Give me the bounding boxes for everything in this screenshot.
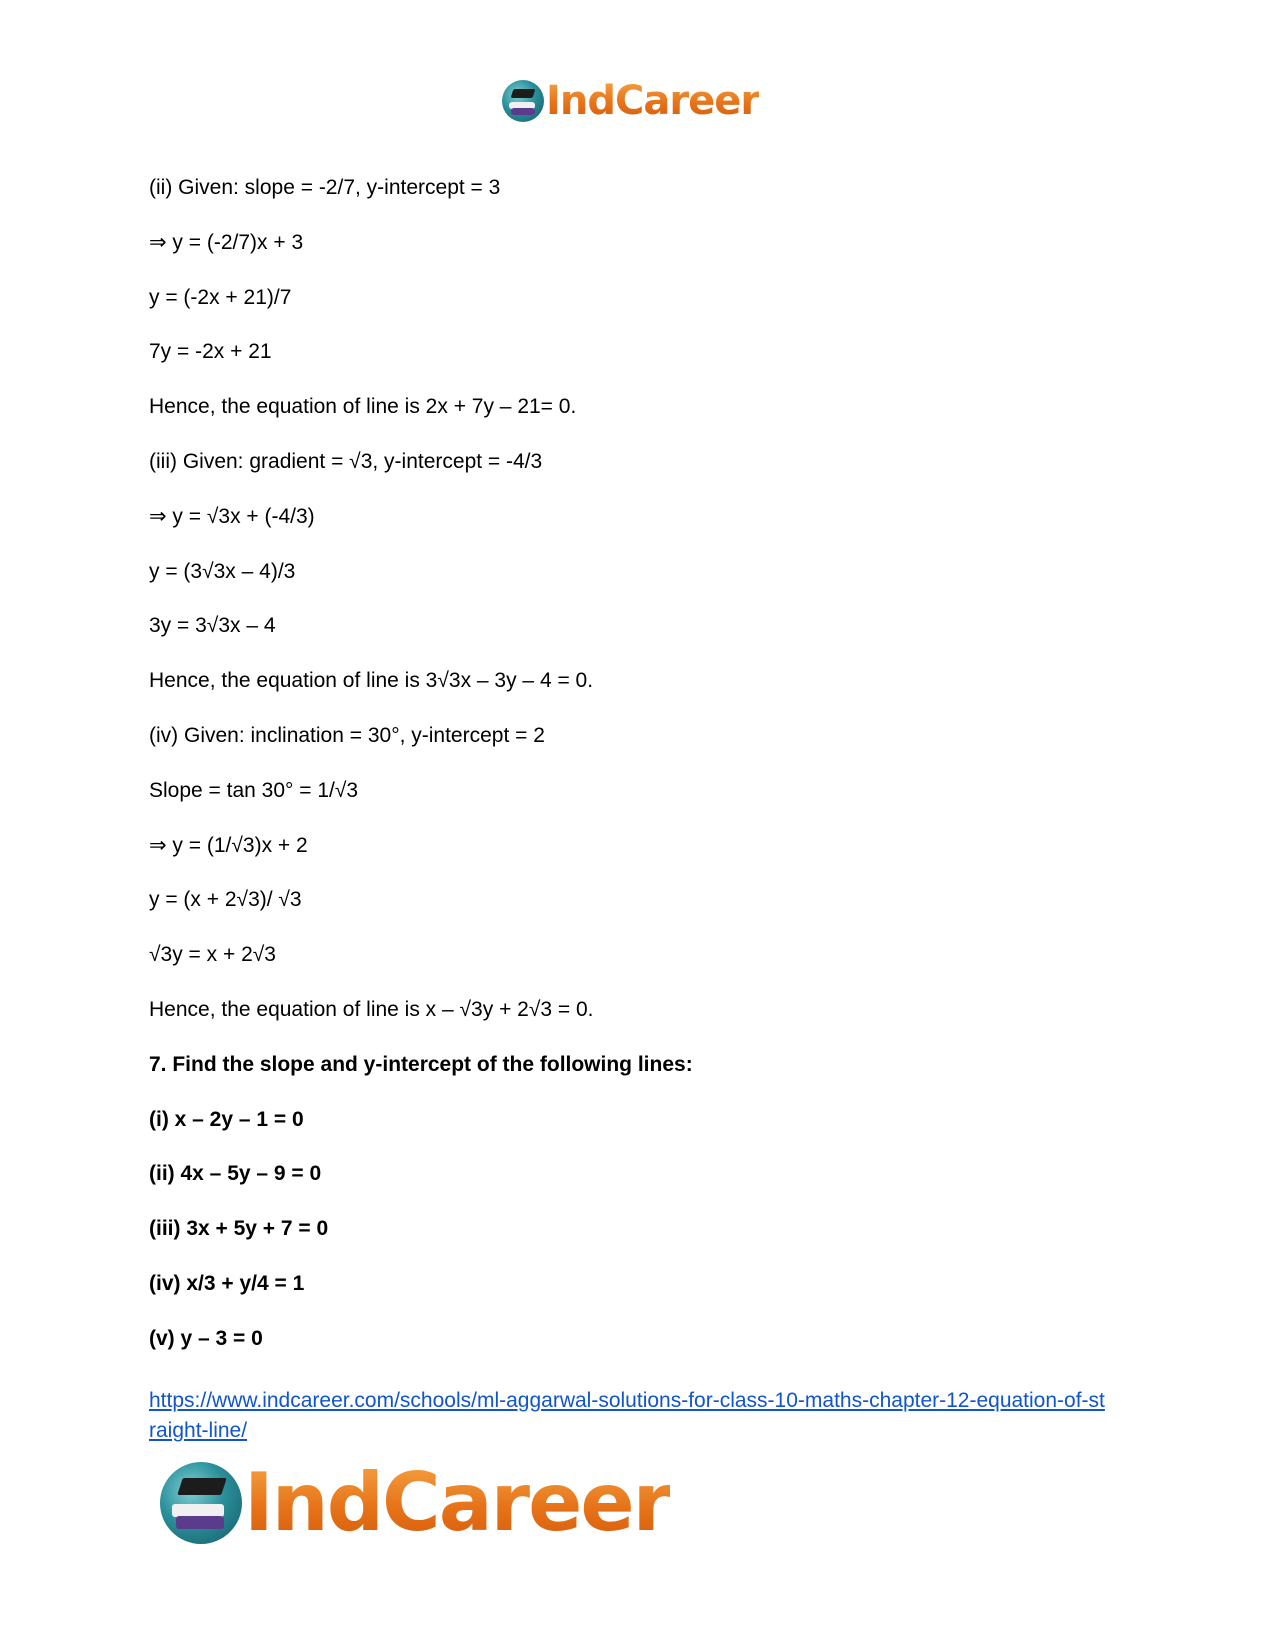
question-line: (iv) x/3 + y/4 = 1 (149, 1272, 305, 1295)
question-line: (v) y – 3 = 0 (149, 1327, 263, 1350)
solution-line: Hence, the equation of line is x – √3y + 2√3 = 0. (149, 998, 594, 1021)
question-line: 7. Find the slope and y-intercept of the following lines: (149, 1053, 693, 1076)
header-logo-text: IndCareer (546, 78, 760, 124)
logo-emblem-icon (160, 1462, 242, 1544)
solution-line: 7y = -2x + 21 (149, 340, 272, 363)
question-line: (ii) 4x – 5y – 9 = 0 (149, 1162, 322, 1185)
solution-line: y = (3√3x – 4)/3 (149, 560, 296, 583)
source-url-link[interactable]: https://www.indcareer.com/schools/ml-aggarwal-solutions-for-class-10-maths-chapter-12-equation-of-straight-line/ (149, 1389, 1105, 1442)
question-line: (iii) 3x + 5y + 7 = 0 (149, 1217, 329, 1240)
solution-line: 3y = 3√3x – 4 (149, 614, 276, 637)
solution-line: ⇒ y = √3x + (-4/3) (149, 505, 315, 528)
header-logo (502, 80, 759, 122)
solution-line: (ii) Given: slope = -2/7, y-intercept = 3 (149, 176, 501, 199)
solution-line: Slope = tan 30° = 1/√3 (149, 779, 359, 802)
solution-line: (iii) Given: gradient = √3, y-intercept = -4/3 (149, 450, 543, 473)
solution-line: y = (-2x + 21)/7 (149, 286, 292, 309)
solution-line: √3y = x + 2√3 (149, 943, 276, 966)
solution-line: ⇒ y = (-2/7)x + 3 (149, 231, 304, 254)
solution-line: (iv) Given: inclination = 30°, y-intercept = 2 (149, 724, 545, 747)
question-line: (i) x – 2y – 1 = 0 (149, 1108, 304, 1131)
solution-line: Hence, the equation of line is 2x + 7y – 21= 0. (149, 395, 577, 418)
solution-line: y = (x + 2√3)/ √3 (149, 888, 302, 911)
solution-line: Hence, the equation of line is 3√3x – 3y – 4 = 0. (149, 669, 594, 692)
logo-emblem-icon (502, 80, 544, 122)
footer-logo (160, 1456, 671, 1549)
footer-logo-text: IndCareer (244, 1456, 671, 1549)
solution-line: ⇒ y = (1/√3)x + 2 (149, 834, 308, 857)
